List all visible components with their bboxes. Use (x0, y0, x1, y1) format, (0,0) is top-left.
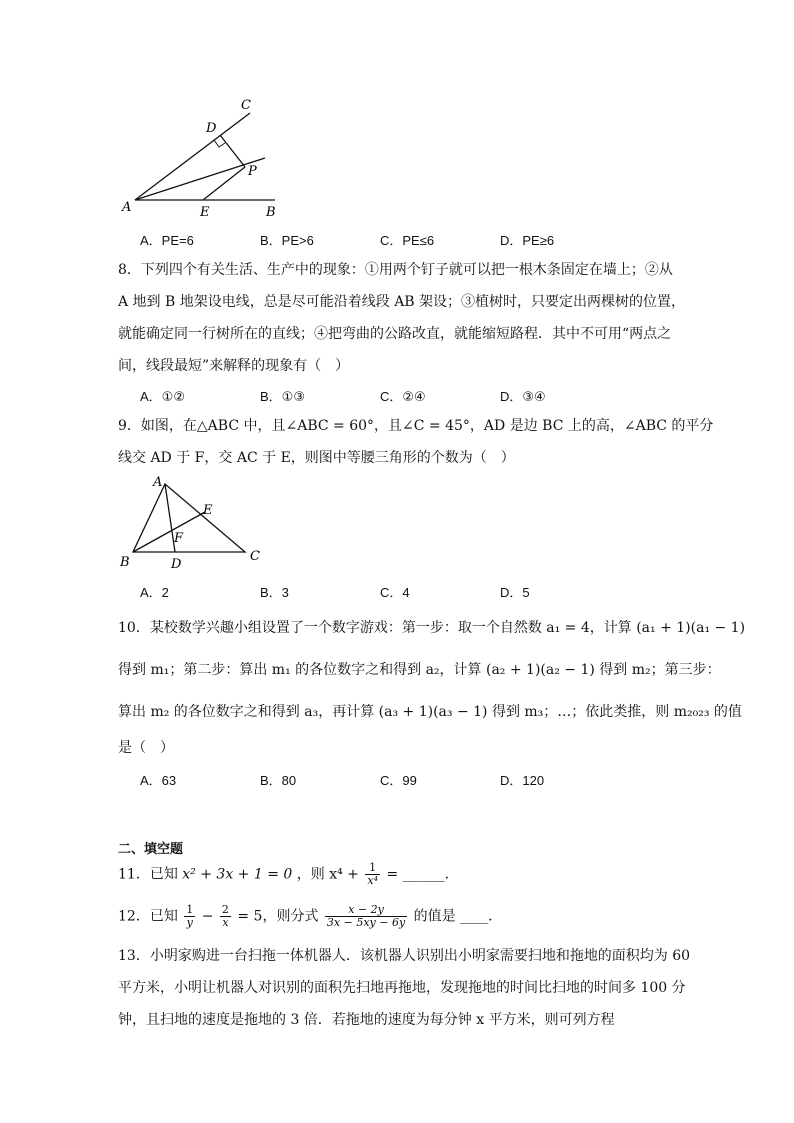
q12-frac3-den: 3x − 5xy − 6y (326, 916, 406, 929)
q8-line-1: 8．下列四个有关生活、生产中的现象：①用两个钉子就可以把一根木条固定在墙上；②从 (118, 262, 673, 278)
q9-figure (115, 472, 275, 572)
label-A: A (122, 200, 132, 215)
q12-minus: − (201, 908, 214, 925)
q12-frac1-den: y (186, 916, 193, 929)
q12-frac1-num: 1 (186, 903, 194, 916)
q8-choice-d[interactable]: D．③④ (500, 389, 546, 404)
q8-choice-b[interactable]: B．①③ (260, 389, 305, 404)
q10-choices (140, 770, 620, 789)
q12-frac2-den: x (222, 916, 229, 929)
q10-choice-b[interactable]: B．80 (260, 773, 297, 788)
q7-figure (110, 95, 290, 225)
q8-line-4: 间，线段最短”来解释的现象有（ ） (118, 358, 350, 374)
label-E: E (200, 205, 210, 220)
q11-mid: ，则 x⁴ + (296, 866, 359, 883)
q9-line-2: 线交 AD 于 F，交 AC 于 E，则图中等腰三角形的个数为（ ） (118, 450, 515, 466)
fig9-label-B: B (120, 555, 130, 570)
q9-choice-c[interactable]: C．4 (380, 585, 410, 600)
q7-choices (140, 230, 620, 249)
section-title: 二、填空题 (118, 841, 184, 856)
label-D: D (206, 121, 217, 136)
q9-choices (140, 582, 620, 601)
label-B: B (266, 205, 276, 220)
q7-choice-a[interactable]: A．PE=6 (140, 233, 194, 248)
label-C: C (241, 98, 251, 113)
q11-frac-den: x⁴ (367, 874, 378, 887)
q13-line-2: 平方米，小明让机器人对识别的面积先扫地再拖地，发现拖地的时间比扫地的时间多 100 分 (118, 980, 686, 996)
q8-line-3: 就能确定同一行树所在的直线；④把弯曲的公路改直，就能缩短路程．其中不可用“两点之 (118, 326, 672, 342)
q12-frac3-num: x − 2y (325, 904, 407, 917)
q10-line-2: 得到 m₁；第二步：算出 m₁ 的各位数字之和得到 a₂，计算 (a₂ + 1)(a₂ − 1) 得到 m₂；第三步： (118, 662, 721, 678)
q9-choice-b[interactable]: B．3 (260, 585, 289, 600)
q12-prefix: 12．已知 (118, 908, 178, 925)
q8-choice-a[interactable]: A．①② (140, 389, 185, 404)
q11-prefix: 11．已知 (118, 866, 178, 883)
q11-frac-num: 1 (365, 862, 380, 875)
q12-frac-2 (220, 904, 231, 929)
q11-suffix[interactable]: = ______． (386, 866, 459, 883)
fig9-label-F: F (174, 531, 184, 546)
q10-choice-d[interactable]: D．120 (500, 773, 545, 788)
q8-line-2: A 地到 B 地架设电线，总是尽可能沿着线段 AB 架设；③植树时，只要定出两棵树的位置， (118, 294, 686, 310)
q12 (118, 904, 502, 929)
fig9-label-E: E (203, 503, 213, 518)
q7-choice-b[interactable]: B．PE>6 (260, 233, 314, 248)
q11-equation: x² + 3x + 1 = 0 (182, 866, 293, 883)
q10-line-3: 算出 m₂ 的各位数字之和得到 a₃，再计算 (a₃ + 1)(a₃ − 1) 得到 m₃；…；依此类推，则 m₂₀₂₃ 的值 (118, 704, 742, 720)
q13-line-1: 13．小明家购进一台扫拖一体机器人．该机器人识别出小明家需要扫地和拖地的面积均为 60 (118, 948, 691, 964)
fig9-label-D: D (171, 557, 182, 572)
q12-frac-3 (325, 904, 407, 929)
q11-fraction (365, 862, 380, 887)
q9-choice-d[interactable]: D．5 (500, 585, 530, 600)
label-P: P (248, 164, 257, 179)
q9-choice-a[interactable]: A．2 (140, 585, 169, 600)
q12-frac-1 (184, 904, 195, 929)
q12-suffix[interactable]: 的值是 ____． (413, 908, 503, 925)
q9-line-1: 9．如图，在△ABC 中，且∠ABC = 60°，且∠C = 45°，AD 是边 BC 上的高，∠ABC 的平分 (118, 418, 714, 434)
fig9-label-A: A (153, 475, 163, 490)
q12-eq: = 5，则分式 (237, 908, 319, 925)
fig9-label-C: C (250, 549, 260, 564)
q11 (118, 862, 459, 887)
q12-frac2-num: 2 (221, 903, 229, 916)
q7-choice-d[interactable]: D．PE≥6 (500, 233, 555, 248)
q10-choice-c[interactable]: C．99 (380, 773, 417, 788)
q7-choice-c[interactable]: C．PE≤6 (380, 233, 435, 248)
q8-choices (140, 386, 620, 405)
q10-line-1: 10．某校数学兴趣小组设置了一个数字游戏：第一步：取一个自然数 a₁ = 4，计算 (a₁ + 1)(a₁ − 1) (118, 620, 746, 636)
q10-choice-a[interactable]: A．63 (140, 773, 177, 788)
q13-line-3: 钟，且扫地的速度是拖地的 3 倍．若拖地的速度为每分钟 x 平方米，则可列方程 (118, 1012, 615, 1028)
q10-line-4: 是（ ） (118, 740, 174, 756)
q8-choice-c[interactable]: C．②④ (380, 389, 426, 404)
